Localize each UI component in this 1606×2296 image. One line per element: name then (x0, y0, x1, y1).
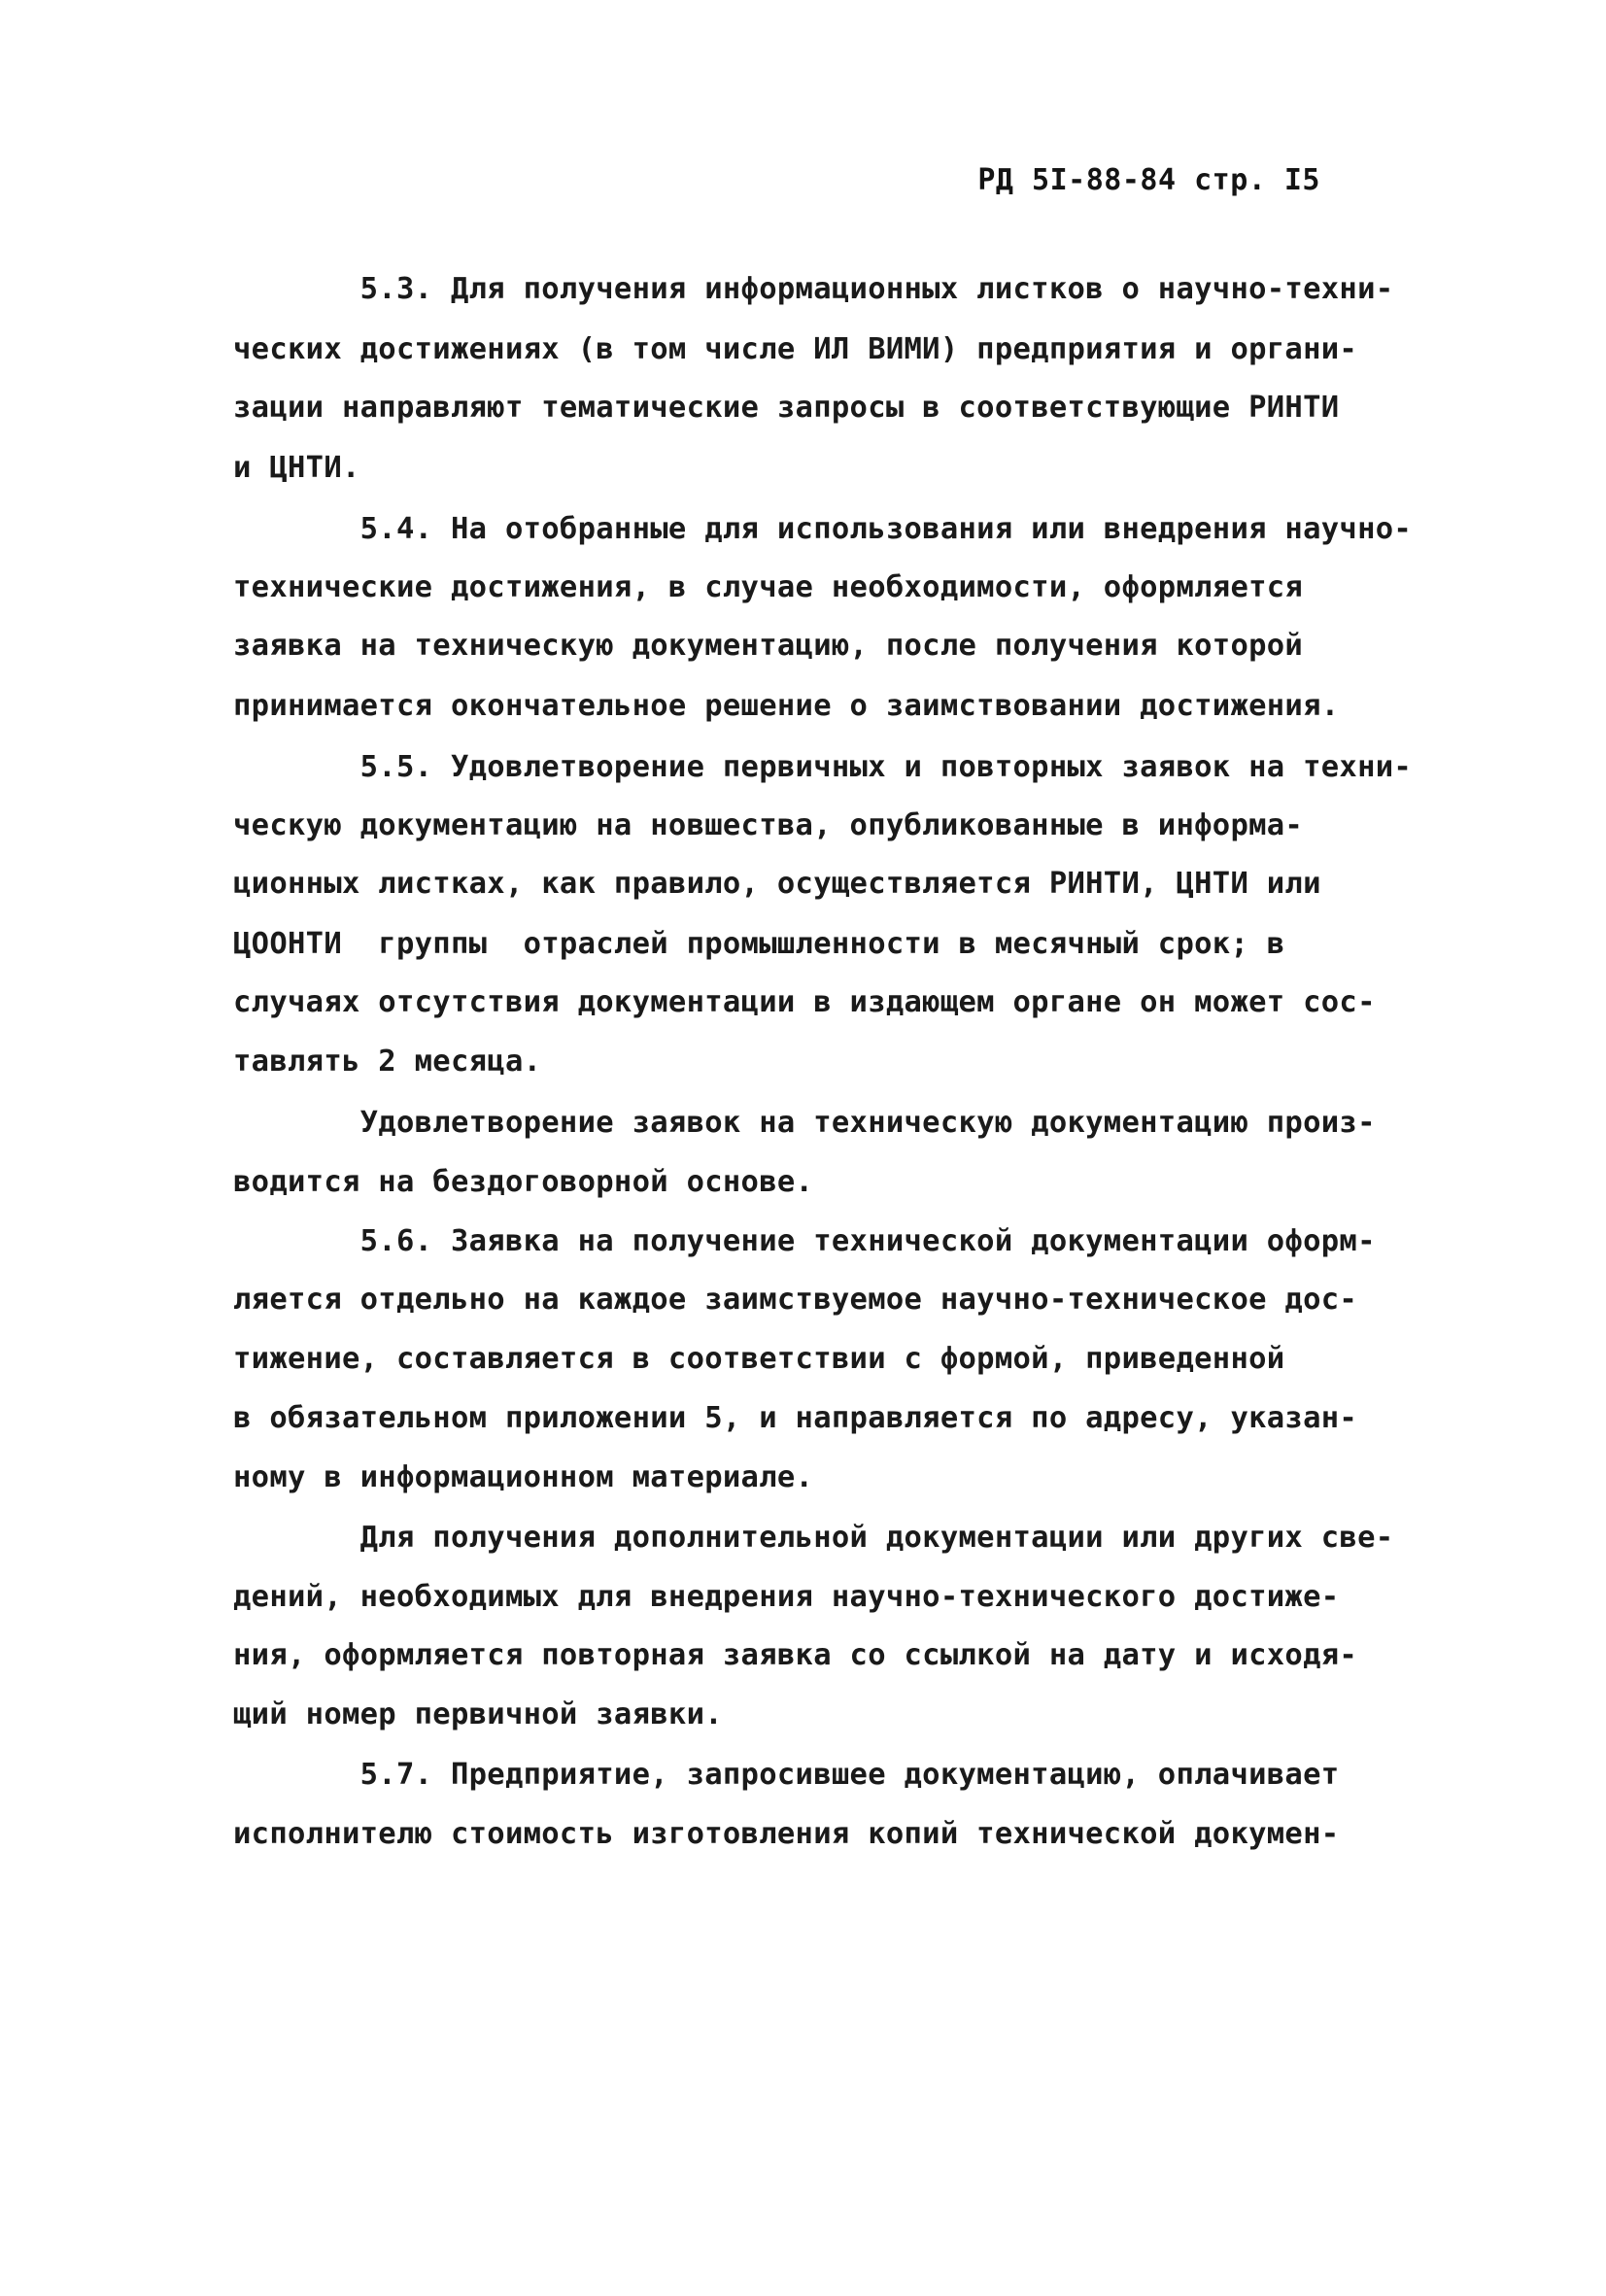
text-line: Для получения дополнительной документации или других све- (233, 1521, 1394, 1555)
text-line: в обязательном приложении 5, и направляется по адресу, указан- (233, 1401, 1358, 1435)
text-line: зации направляют тематические запросы в соответствующие РИНТИ (233, 391, 1340, 425)
text-line: ционных листках, как правило, осуществляется РИНТИ, ЦНТИ или (233, 867, 1321, 901)
text-line: случаях отсутствия документации в издающем органе он может сос- (233, 985, 1376, 1019)
text-line: 5.7. Предприятие, запросившее документацию, оплачивает (233, 1758, 1340, 1792)
text-line: ляется отдельно на каждое заимствуемое научно-техническое дос- (233, 1283, 1358, 1317)
text-line: водится на бездоговорной основе. (233, 1165, 814, 1199)
text-line: ческих достижениях (в том числе ИЛ ВИМИ) предприятия и органи- (233, 332, 1358, 366)
page-header: РД 5I-88-84 стр. I5 (977, 163, 1320, 197)
text-line: исполнителю стоимость изготовления копий технической докумен- (233, 1817, 1340, 1851)
text-line: ческую документацию на новшества, опубликованные в информа- (233, 808, 1304, 842)
text-line: и ЦНТИ. (233, 451, 360, 485)
text-line: 5.4. На отобранные для использования или внедрения научно- (233, 512, 1413, 546)
text-line: 5.5. Удовлетворение первичных и повторных заявок на техни- (233, 750, 1413, 784)
text-line: тавлять 2 месяца. (233, 1045, 542, 1079)
text-line: Удовлетворение заявок на техническую документацию произ- (233, 1106, 1376, 1140)
text-line: ному в информационном материале. (233, 1460, 814, 1494)
text-line: щий номер первичной заявки. (233, 1697, 723, 1731)
text-line: заявка на техническую документацию, после получения которой (233, 629, 1304, 663)
text-line: технические достижения, в случае необходимости, оформляется (233, 570, 1304, 604)
text-line: ния, оформляется повторная заявка со ссылкой на дату и исходя- (233, 1638, 1358, 1672)
text-line: ЦООНТИ группы отраслей промышленности в месячный срок; в (233, 927, 1285, 961)
text-line: тижение, составляется в соответствии с формой, приведенной (233, 1342, 1285, 1376)
text-line: дений, необходимых для внедрения научно-технического достиже- (233, 1580, 1340, 1614)
text-line: 5.6. Заявка на получение технической документации оформ- (233, 1224, 1376, 1258)
text-line: принимается окончательное решение о заимствовании достижения. (233, 689, 1340, 723)
text-line: 5.3. Для получения информационных листков о научно-техни- (233, 272, 1394, 306)
